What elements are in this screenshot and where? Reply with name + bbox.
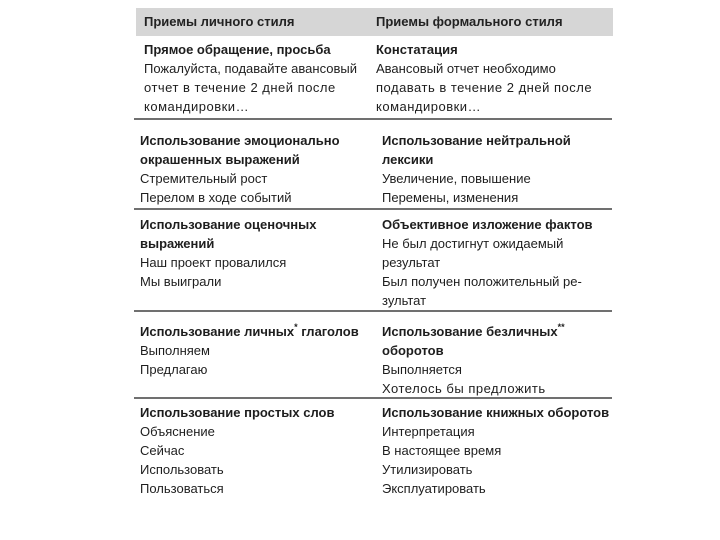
row4-formal-line1: Выполняется xyxy=(382,362,462,377)
row2-formal-line1: Увеличение, повышение xyxy=(382,171,531,186)
row4-personal-title-tail: глаголов xyxy=(297,324,359,339)
row1-formal-line2: подавать в течение 2 дней после xyxy=(376,80,593,95)
row-divider xyxy=(134,397,612,399)
row2-personal-cell xyxy=(140,131,376,207)
row3-personal-line1: Наш проект провалился xyxy=(140,255,287,270)
row4-formal-line2: Хотелось бы предложить xyxy=(382,381,546,396)
row5-formal-line2: В настоящее время xyxy=(382,443,502,458)
row2-formal-title-line2: лексики xyxy=(382,152,434,167)
row3-formal-line3: Был получен положительный ре- xyxy=(382,274,582,289)
footnote-mark: ** xyxy=(557,322,565,332)
row-divider xyxy=(134,310,612,312)
row5-formal-title: Использование книжных оборотов xyxy=(382,405,610,420)
row3-formal-line1: Не был достигнут ожидаемый xyxy=(382,236,564,251)
row1-formal-line3: командировки… xyxy=(376,99,482,114)
row3-personal-title-line2: выражений xyxy=(140,236,215,251)
row2-personal-line1: Стремительный рост xyxy=(140,171,268,186)
table-header xyxy=(136,8,613,36)
row1-formal-title: Констатация xyxy=(376,42,458,57)
row4-formal-title-line2: оборотов xyxy=(382,343,444,358)
row4-personal-title xyxy=(140,318,380,341)
row2-formal-title-line1: Использование нейтральной xyxy=(382,133,571,148)
row4-personal-line1: Выполняем xyxy=(140,343,210,358)
row4-formal-title-text: Использование безличных xyxy=(382,324,558,339)
row5-personal-line2: Сейчас xyxy=(140,443,185,458)
row-divider xyxy=(134,118,612,120)
row-divider xyxy=(134,208,612,210)
row3-personal-title-line1: Использование оценочных xyxy=(140,217,317,232)
footnote-mark: * xyxy=(294,322,298,332)
row4-formal-cell xyxy=(382,318,614,398)
row1-personal-title: Прямое обращение, просьба xyxy=(144,42,331,57)
row2-personal-title-line2: окрашенных выражений xyxy=(140,152,300,167)
row2-personal-line2: Перелом в ходе событий xyxy=(140,190,292,205)
row1-formal-cell xyxy=(376,40,612,116)
row5-formal-line1: Интерпретация xyxy=(382,424,475,439)
row5-formal-line4: Эксплуатировать xyxy=(382,481,486,496)
row5-formal-cell xyxy=(382,403,614,498)
row5-personal-line1: Объяснение xyxy=(140,424,215,439)
row5-formal-line3: Утилизировать xyxy=(382,462,473,477)
row4-formal-title-line1 xyxy=(382,318,614,341)
row1-personal-line2: отчет в течение 2 дней после xyxy=(144,80,336,95)
header-personal-style: Приемы личного стиля xyxy=(144,14,295,29)
row2-formal-cell xyxy=(382,131,614,207)
row1-personal-cell xyxy=(144,40,374,116)
row5-personal-line3: Использовать xyxy=(140,462,224,477)
row1-personal-line3: командировки… xyxy=(144,99,250,114)
row2-formal-line2: Перемены, изменения xyxy=(382,190,519,205)
row3-formal-cell xyxy=(382,215,614,310)
row3-formal-line4: зультат xyxy=(382,293,427,308)
row3-personal-cell xyxy=(140,215,376,291)
row3-formal-line2: результат xyxy=(382,255,441,270)
row4-personal-line2: Предлагаю xyxy=(140,362,208,377)
row5-personal-title: Использование простых слов xyxy=(140,405,335,420)
row5-personal-line4: Пользоваться xyxy=(140,481,224,496)
row4-personal-title-text: Использование личных xyxy=(140,324,295,339)
header-formal-style: Приемы формального стиля xyxy=(376,14,563,29)
row1-personal-line1: Пожалуйста, подавайте авансовый xyxy=(144,61,357,76)
row1-formal-line1: Авансовый отчет необходимо xyxy=(376,61,556,76)
row4-personal-cell xyxy=(140,318,380,379)
row5-personal-cell xyxy=(140,403,380,498)
row3-personal-line2: Мы выиграли xyxy=(140,274,222,289)
row3-formal-title: Объективное изложение фактов xyxy=(382,217,593,232)
row2-personal-title-line1: Использование эмоционально xyxy=(140,133,340,148)
